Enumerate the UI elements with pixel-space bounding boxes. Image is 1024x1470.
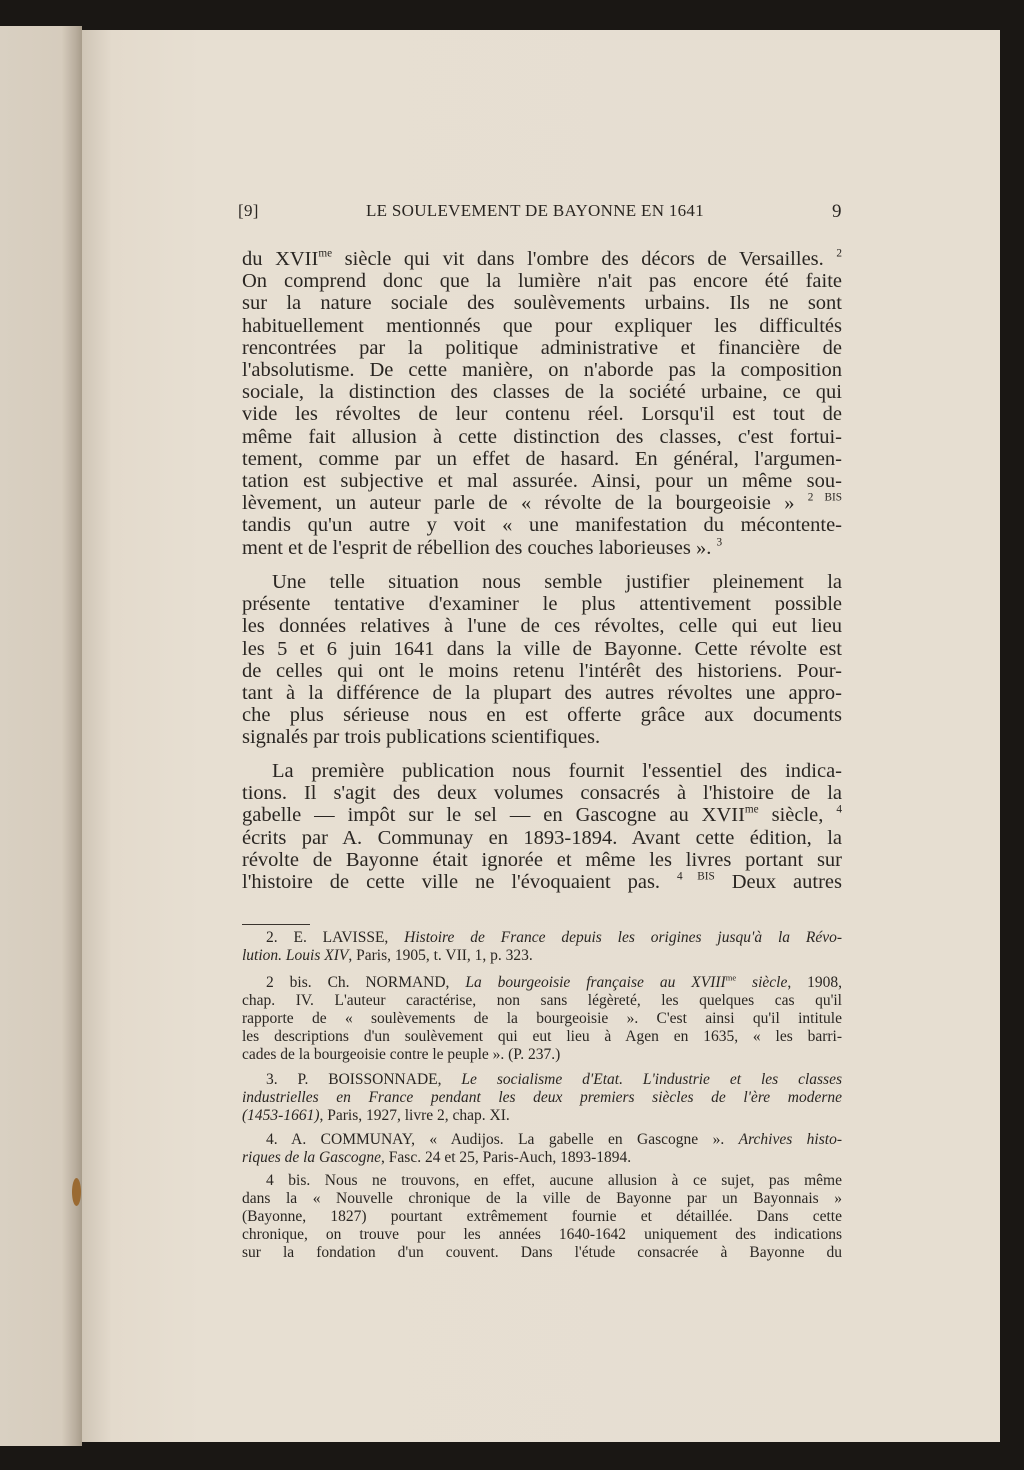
text-line	[242, 448, 842, 470]
text-segment: , Paris, 1905, t. VII, 1, p. 323.	[348, 947, 533, 964]
text-segment: 2 bis. Ch. NORMAND,	[266, 974, 466, 991]
text-line	[242, 470, 842, 492]
text-line	[242, 1010, 842, 1028]
text-segment: rencontrées par la politique administrative et financière de	[242, 336, 842, 359]
running-title: LE SOULEVEMENT DE BAYONNE EN 1641	[365, 201, 705, 220]
text-line	[242, 270, 842, 292]
footnote-rule	[242, 924, 310, 925]
text-line	[242, 292, 842, 314]
text-line	[242, 1131, 842, 1149]
superscript: 3	[716, 536, 723, 549]
text-line	[242, 492, 842, 514]
text-line	[242, 726, 842, 748]
text-line	[242, 615, 842, 637]
text-segment: du XVII	[242, 248, 319, 270]
text-line	[242, 929, 842, 947]
paragraph	[242, 571, 842, 749]
text-segment: 4. A. COMMUNAY, « Audijos. La gabelle en Gascogne ».	[266, 1131, 739, 1148]
text-segment: che plus sérieuse nous en est offerte grâce aux documents	[242, 704, 842, 727]
superscript: 2 BIS	[807, 491, 842, 504]
text-segment: , Fasc. 24 et 25, Paris-Auch, 1893-1894.	[381, 1149, 632, 1166]
text-segment: , 1908,	[787, 974, 843, 991]
text-segment: chronique, on trouve pour les années 1640-1642 uniquement des indications	[242, 1226, 842, 1243]
italic-text: riques de la Gascogne	[242, 1149, 382, 1166]
text-line	[242, 871, 842, 893]
superscript: me	[725, 972, 737, 983]
text-line	[242, 1226, 842, 1244]
text-line	[242, 337, 842, 359]
text-segment: sociale, la distinction des classes de la société urbaine, ce qui	[242, 381, 842, 404]
text-line	[242, 682, 842, 704]
text-segment: présente tentative d'examiner le plus attentivement possible	[242, 593, 842, 616]
text-segment: même fait allusion à cette distinction des classes, c'est fortui-	[242, 425, 842, 448]
superscript: me	[318, 247, 333, 260]
text-line	[242, 537, 842, 559]
text-segment: tant à la différence de la plupart des autres révoltes une appro-	[242, 682, 842, 705]
superscript: me	[744, 803, 759, 816]
text-line	[242, 660, 842, 682]
text-segment: vide les révoltes de leur contenu réel. Lorsqu'il est tout de	[242, 403, 842, 426]
text-segment: siècle qui vit dans l'ombre des décors de Versailles.	[332, 248, 837, 270]
text-segment: tandis qu'un autre y voit « une manifestation du mécontente-	[242, 514, 842, 537]
paragraph	[242, 248, 842, 559]
footnote	[242, 1172, 842, 1262]
text-segment: chap. IV. L'auteur caractérise, non sans légèreté, les quelques cas qu'il	[242, 992, 842, 1009]
text-segment: tement, comme par un effet de hasard. En général, l'argumen-	[242, 447, 842, 470]
text-segment: 2. E. LAVISSE,	[266, 929, 405, 946]
text-line	[242, 947, 842, 965]
text-line	[242, 315, 842, 337]
text-segment: habituellement mentionnés que pour expliquer les difficultés	[242, 314, 842, 337]
text-line	[242, 593, 842, 615]
text-line	[242, 1149, 842, 1167]
text-line	[242, 1190, 842, 1208]
text-segment: l'histoire de cette ville ne l'évoquaient pas.	[242, 871, 677, 894]
text-line	[242, 638, 842, 660]
text-segment: l'absolutisme. De cette manière, on n'aborde pas la composition	[242, 359, 842, 382]
text-line	[242, 248, 842, 270]
text-line	[242, 1046, 842, 1064]
text-line	[242, 760, 842, 782]
text-line	[242, 403, 842, 425]
text-segment: Une telle situation nous semble justifier pleinement la	[272, 571, 842, 593]
paragraph	[242, 760, 842, 893]
text-line	[242, 1071, 842, 1089]
italic-text: Histoire de France depuis les origines jusqu'à la Révo-	[404, 929, 842, 946]
header-section-number: [9]	[238, 201, 259, 220]
text-segment: sur la nature sociale des soulèvements urbains. Ils ne sont	[242, 292, 842, 315]
text-segment: , Paris, 1927, livre 2, chap. XI.	[319, 1107, 510, 1124]
text-line	[242, 359, 842, 381]
text-line	[242, 1107, 842, 1125]
text-segment: siècle,	[758, 804, 837, 827]
text-segment: révolte de Bayonne était ignorée et même les livres portant sur	[242, 848, 842, 871]
text-line	[242, 827, 842, 849]
text-segment: les descriptions d'un soulèvement qui eut lieu à Agen en 1635, « les barri-	[242, 1028, 842, 1045]
text-line	[242, 992, 842, 1010]
text-segment: sur la fondation d'un couvent. Dans l'étude consacrée à Bayonne du	[242, 1244, 842, 1261]
text-segment: tation est subjective et mal assurée. Ainsi, pour un même sou-	[242, 470, 842, 493]
italic-text: siècle	[736, 974, 788, 991]
footnote	[242, 1131, 842, 1167]
left-facing-page	[0, 26, 82, 1446]
text-line	[242, 704, 842, 726]
text-line	[242, 782, 842, 804]
text-line	[242, 514, 842, 536]
text-segment: 4 bis. Nous ne trouvons, en effet, aucune allusion à ce sujet, pas même	[266, 1172, 842, 1189]
italic-text: lution. Louis XIV	[242, 947, 349, 964]
text-segment: (Bayonne, 1827) pourtant extrêmement fournie et détaillée. Dans cette	[242, 1208, 842, 1225]
text-line	[242, 571, 842, 593]
footnote	[242, 929, 842, 965]
text-line	[242, 1028, 842, 1046]
footnote	[242, 1071, 842, 1125]
text-segment: les 5 et 6 juin 1641 dans la ville de Bayonne. Cette révolte est	[242, 637, 842, 660]
text-segment: La première publication nous fournit l'essentiel des indica-	[272, 760, 842, 782]
text-segment: signalés par trois publications scientifiques.	[242, 726, 601, 749]
text-segment: rapporte de « soulèvements de la bourgeoisie ». C'est ainsi qu'il intitule	[242, 1010, 842, 1027]
page-number: 9	[832, 201, 842, 222]
superscript: 4	[836, 803, 842, 816]
text-segment: écrits par A. Communay en 1893-1894. Avant cette édition, la	[242, 826, 842, 849]
italic-text: La bourgeoisie française au XVIII	[465, 974, 726, 991]
text-segment: cades de la bourgeoisie contre le peuple ». (P. 237.)	[242, 1046, 561, 1063]
superscript: 4 BIS	[677, 870, 715, 883]
text-line	[242, 1172, 842, 1190]
superscript: 2	[836, 247, 842, 260]
text-segment: 3. P. BOISSONNADE,	[266, 1071, 462, 1088]
text-segment: lèvement, un auteur parle de « révolte de la bourgeoisie »	[242, 492, 808, 515]
italic-text: Archives histo-	[738, 1131, 842, 1148]
text-segment: ment et de l'esprit de rébellion des couches laborieuses ».	[242, 536, 717, 559]
text-line	[242, 974, 842, 992]
text-line	[242, 804, 842, 826]
text-line	[242, 1208, 842, 1226]
italic-text: industrielles en France pendant les deux premiers siècles de l'ère moderne	[242, 1089, 842, 1106]
text-segment: gabelle — impôt sur le sel — en Gascogne au XVII	[242, 804, 745, 827]
italic-text: Le socialisme d'Etat. L'industrie et les classes	[461, 1071, 842, 1088]
text-line	[242, 426, 842, 448]
text-segment: On comprend donc que la lumière n'ait pas encore été faite	[242, 270, 842, 293]
text-segment: dans la « Nouvelle chronique de la ville de Bayonne par un Bayonnais »	[242, 1190, 842, 1207]
paper-stain	[72, 1178, 81, 1206]
footnote	[242, 974, 842, 1064]
text-line	[242, 1244, 842, 1262]
text-line	[242, 849, 842, 871]
text-segment: Deux autres	[714, 871, 843, 894]
italic-text: (1453-1661)	[242, 1107, 320, 1124]
text-line	[242, 1089, 842, 1107]
text-segment: les données relatives à l'une de ces révoltes, celle qui eut lieu	[242, 615, 842, 638]
text-segment: de celles qui ont le moins retenu l'intérêt des historiens. Pour-	[242, 659, 842, 682]
text-line	[242, 381, 842, 403]
text-segment: tions. Il s'agit des deux volumes consacrés à l'histoire de la	[242, 782, 842, 805]
